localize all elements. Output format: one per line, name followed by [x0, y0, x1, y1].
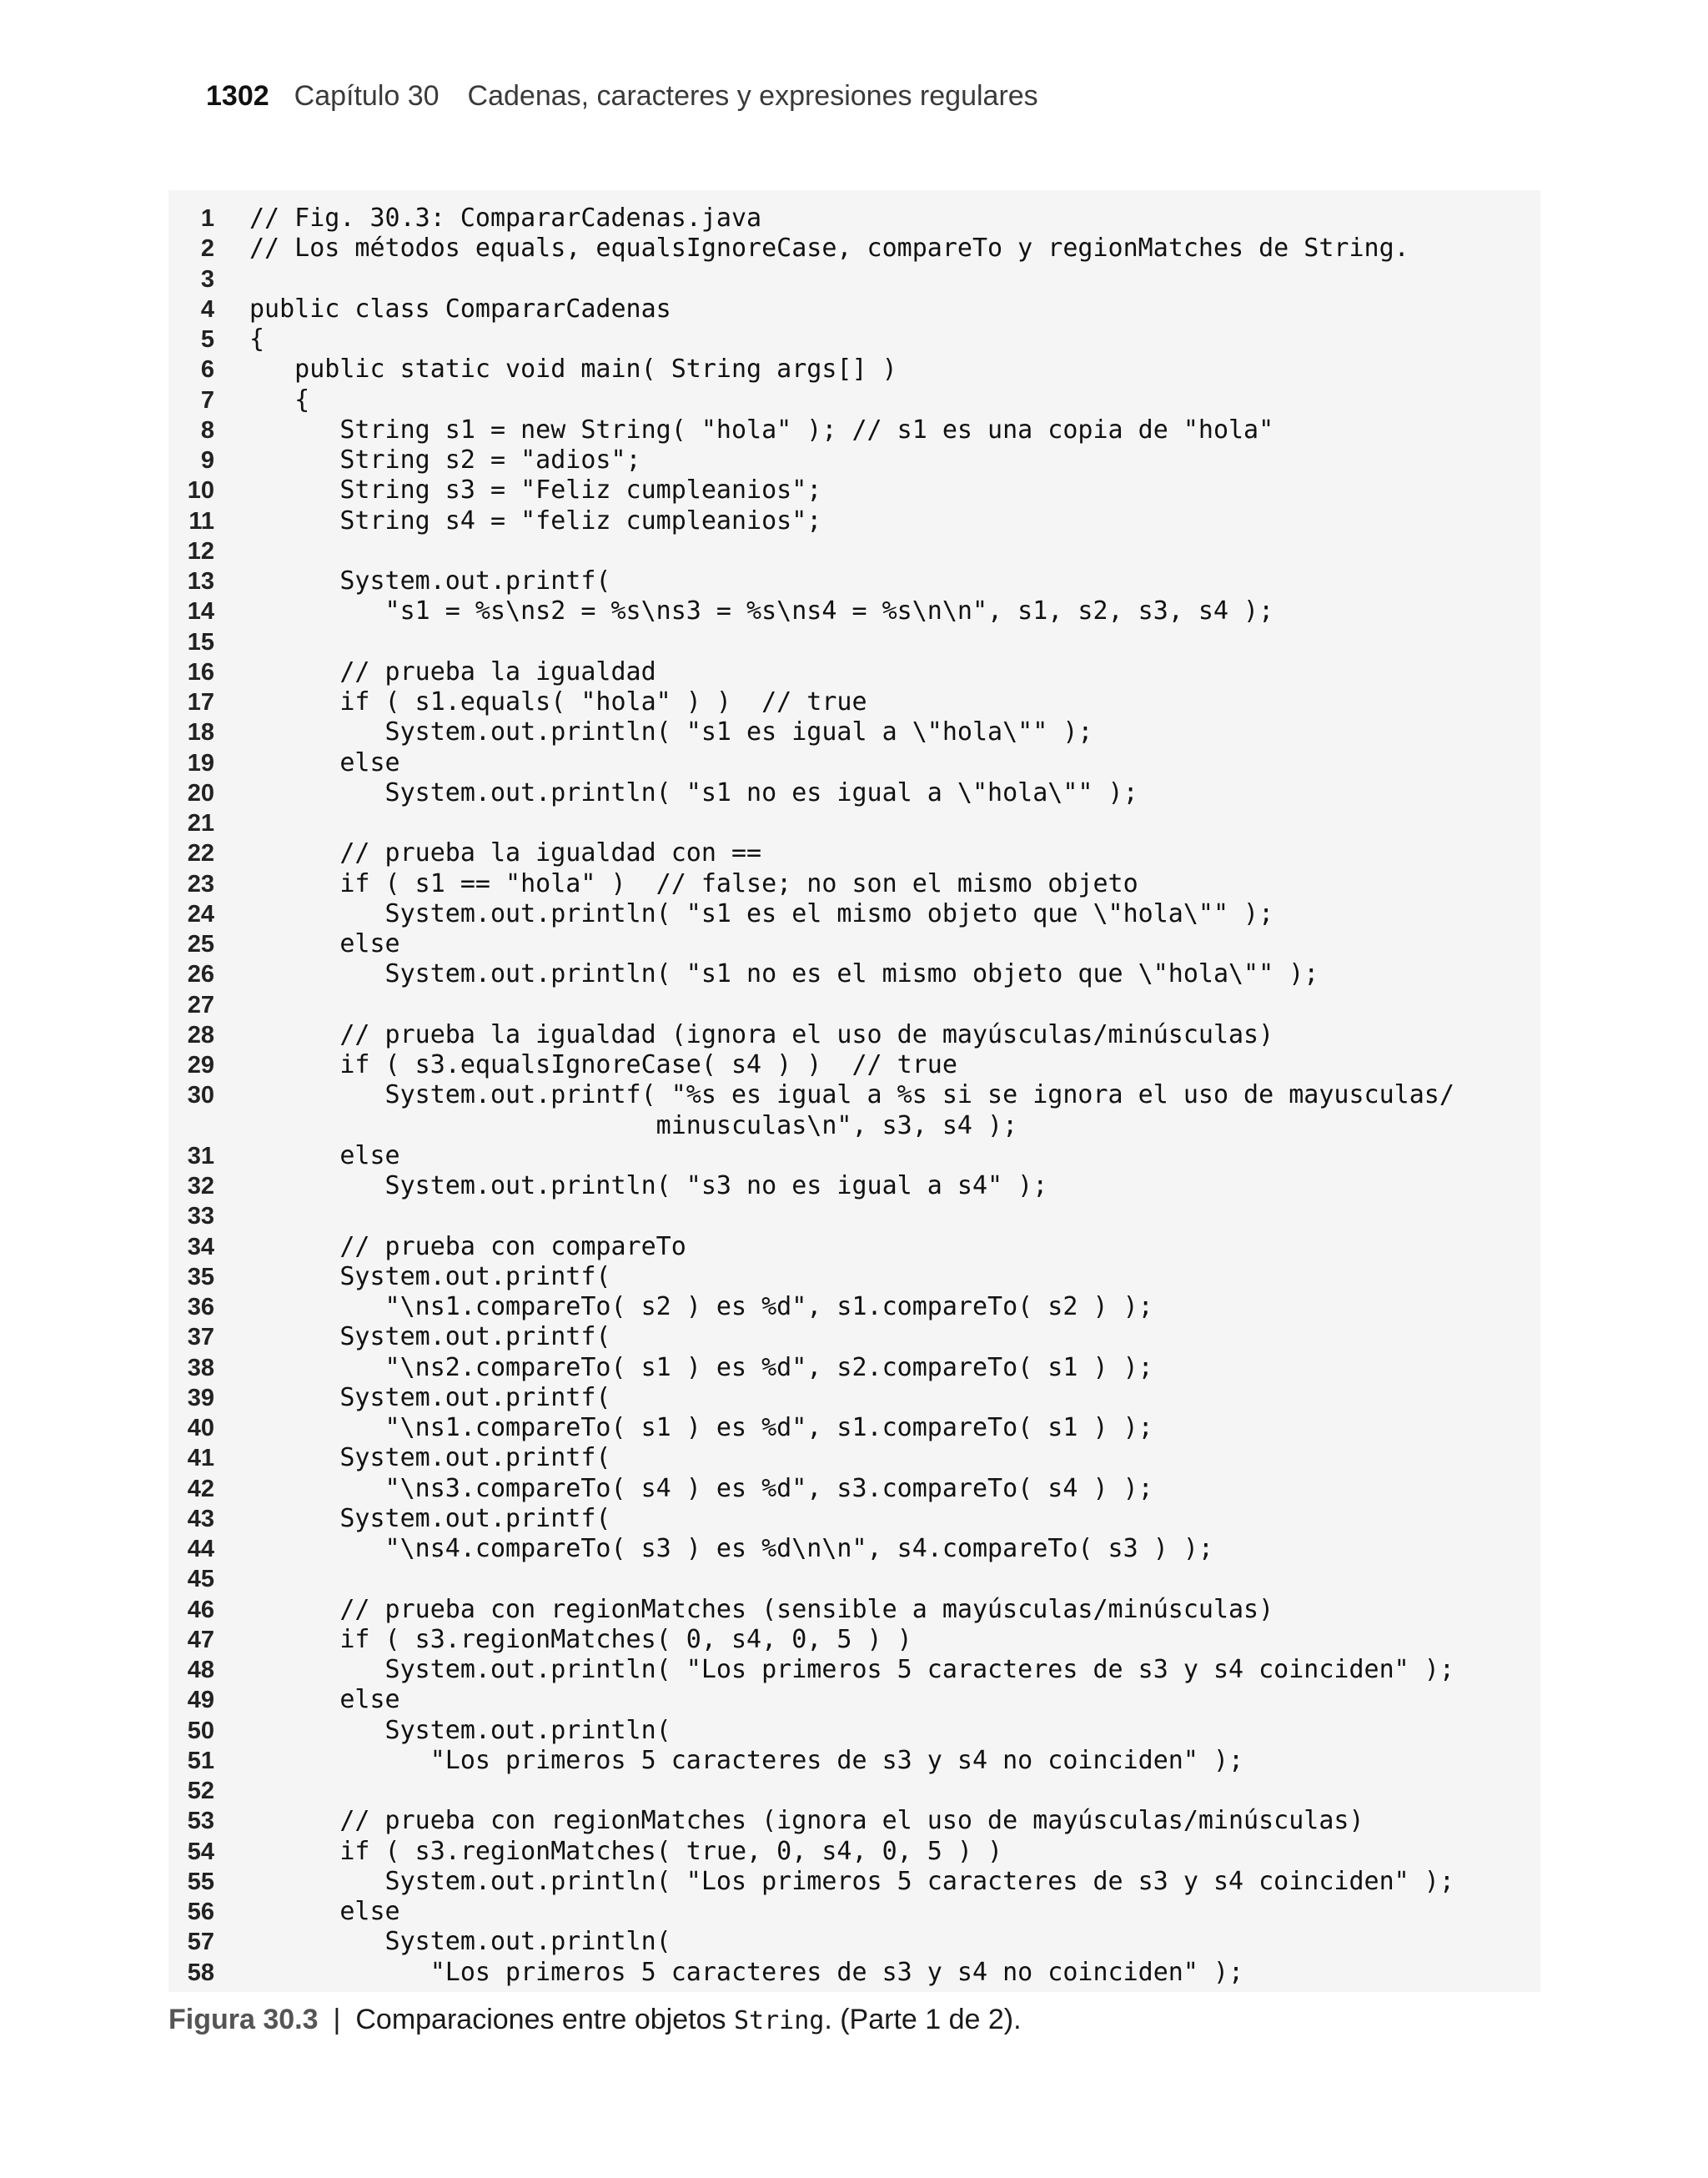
line-code: // prueba con regionMatches (sensible a mayúsculas/minúsculas)	[249, 1594, 1274, 1624]
line-code: if ( s3.equalsIgnoreCase( s4 ) ) // true	[249, 1050, 957, 1079]
line-code: "\ns4.compareTo( s3 ) es %d\n\n", s4.compareTo( s3 ) );	[249, 1534, 1213, 1563]
code-line	[168, 1474, 1540, 1504]
code-line	[168, 1685, 1540, 1715]
line-code: "\ns1.compareTo( s1 ) es %d", s1.compareTo( s1 ) );	[249, 1413, 1153, 1442]
line-number: 57	[187, 1929, 214, 1956]
line-number: 30	[187, 1082, 214, 1109]
code-line	[168, 748, 1540, 778]
code-line	[168, 1716, 1540, 1746]
code-line	[168, 536, 1540, 566]
line-code: // prueba con compareTo	[249, 1231, 686, 1261]
line-code: // prueba la igualdad (ignora el uso de mayúsculas/minúsculas)	[249, 1019, 1274, 1049]
line-code: // Los métodos equals, equalsIgnoreCase, compareTo y regionMatches de String.	[249, 234, 1409, 264]
line-code: System.out.printf(	[249, 1261, 611, 1291]
line-number: 7	[200, 386, 214, 414]
code-line	[168, 1413, 1540, 1443]
line-number: 25	[187, 931, 214, 958]
line-number: 1	[200, 205, 214, 232]
line-number: 35	[187, 1263, 214, 1290]
line-code: if ( s1.equals( "hola" ) ) // true	[249, 687, 867, 717]
line-number: 32	[187, 1173, 214, 1200]
line-number: 53	[187, 1808, 214, 1835]
code-line	[168, 324, 1540, 355]
chapter-label: Capítulo 30	[294, 80, 440, 112]
figure-caption	[168, 2004, 1022, 2036]
code-line	[168, 1867, 1540, 1897]
line-code: "\ns2.compareTo( s1 ) es %d", s2.compareTo( s1 ) );	[249, 1352, 1153, 1382]
line-number: 14	[187, 598, 214, 626]
figure-label: Figura 30.3	[168, 2004, 319, 2035]
line-number: 33	[187, 1203, 214, 1230]
line-number: 12	[187, 537, 214, 565]
line-number: 13	[187, 568, 214, 595]
code-line	[168, 1564, 1540, 1594]
line-code: System.out.println(	[249, 1927, 671, 1957]
line-number: 17	[187, 689, 214, 716]
line-code: String s2 = "adios";	[249, 445, 641, 475]
code-line	[168, 1776, 1540, 1806]
line-code: System.out.printf(	[249, 566, 611, 596]
line-number: 36	[187, 1294, 214, 1320]
line-number: 11	[188, 507, 214, 535]
code-line	[168, 627, 1540, 657]
code-line	[168, 1141, 1540, 1171]
line-code: System.out.println( "s1 es el mismo objeto que \"hola\"" );	[249, 898, 1274, 928]
line-code: System.out.println(	[249, 1715, 671, 1745]
code-line	[168, 1806, 1540, 1836]
line-code: else	[249, 1897, 400, 1926]
line-number: 21	[187, 810, 214, 837]
code-line	[168, 1504, 1540, 1534]
line-code: System.out.println( "Los primeros 5 caracteres de s3 y s4 coinciden" );	[249, 1866, 1454, 1896]
code-line	[168, 1232, 1540, 1262]
line-code: public static void main( String args[] )	[249, 355, 897, 385]
code-line	[168, 1534, 1540, 1564]
line-code: else	[249, 747, 400, 777]
line-number: 56	[187, 1899, 214, 1925]
code-line	[168, 234, 1540, 264]
line-number: 37	[187, 1324, 214, 1351]
line-code: "Los primeros 5 caracteres de s3 y s4 no coinciden" );	[249, 1745, 1244, 1775]
line-number: 50	[187, 1717, 214, 1744]
page-header	[206, 80, 1038, 113]
code-line	[168, 1443, 1540, 1473]
code-line	[168, 596, 1540, 626]
code-line	[168, 990, 1540, 1020]
code-line	[168, 1353, 1540, 1383]
code-line	[168, 1080, 1540, 1110]
line-number: 58	[187, 1959, 214, 1986]
line-number: 40	[187, 1415, 214, 1441]
code-line	[168, 1897, 1540, 1927]
code-line	[168, 1020, 1540, 1050]
line-number: 8	[200, 416, 214, 444]
line-code: "s1 = %s\ns2 = %s\ns3 = %s\ns4 = %s\n\n", s1, s2, s3, s4 );	[249, 596, 1274, 626]
code-line	[168, 1171, 1540, 1201]
line-number: 52	[187, 1778, 214, 1804]
line-code: String s3 = "Feliz cumpleanios";	[249, 475, 822, 506]
line-number: 18	[187, 719, 214, 747]
line-code: String s4 = "feliz cumpleanios";	[249, 506, 822, 536]
line-number: 15	[187, 628, 214, 656]
line-code: minusculas\n", s3, s4 );	[249, 1110, 1018, 1140]
line-number: 46	[187, 1596, 214, 1623]
line-number: 5	[200, 326, 214, 353]
line-number: 19	[187, 749, 214, 777]
caption-code-word: String	[733, 2006, 825, 2035]
line-code: // prueba la igualdad	[249, 656, 656, 687]
line-number: 6	[200, 356, 214, 384]
line-number: 38	[187, 1354, 214, 1381]
line-number: 44	[187, 1536, 214, 1562]
line-code: System.out.println( "s1 es igual a \"hola\"" );	[249, 717, 1093, 747]
line-code: System.out.println( "s1 no es el mismo objeto que \"hola\"" );	[249, 959, 1319, 989]
code-line	[168, 264, 1540, 294]
code-line	[168, 1655, 1540, 1685]
code-line	[168, 385, 1540, 415]
line-number: 31	[187, 1142, 214, 1169]
line-number: 47	[187, 1626, 214, 1653]
line-number: 26	[187, 961, 214, 988]
code-line	[168, 1927, 1540, 1957]
code-line	[168, 1383, 1540, 1413]
code-line	[168, 1050, 1540, 1080]
code-line	[168, 869, 1540, 899]
code-line	[168, 1625, 1540, 1655]
line-code: public class CompararCadenas	[249, 294, 671, 324]
line-code: String s1 = new String( "hola" ); // s1 es una copia de "hola"	[249, 415, 1274, 445]
code-line	[168, 778, 1540, 808]
line-code: {	[249, 324, 265, 354]
code-line	[168, 717, 1540, 747]
code-line	[168, 1292, 1540, 1322]
line-number: 24	[187, 900, 214, 928]
line-number: 51	[187, 1747, 214, 1774]
line-code: else	[249, 1140, 400, 1170]
line-code: else	[249, 929, 400, 958]
caption-text: Comparaciones entre objetos	[355, 2004, 734, 2035]
line-number: 54	[187, 1838, 214, 1865]
line-number: 3	[200, 265, 214, 293]
code-line	[168, 687, 1540, 717]
line-code: // prueba la igualdad con ==	[249, 838, 762, 868]
line-number: 42	[187, 1475, 214, 1502]
line-code: else	[249, 1685, 400, 1715]
line-number: 4	[200, 295, 214, 323]
line-number: 49	[187, 1687, 214, 1714]
line-number: 45	[187, 1566, 214, 1593]
line-code: System.out.println( "Los primeros 5 caracteres de s3 y s4 coinciden" );	[249, 1655, 1454, 1684]
line-code: if ( s3.regionMatches( 0, s4, 0, 5 ) )	[249, 1624, 912, 1654]
line-code: System.out.println( "s1 no es igual a \"hola\"" );	[249, 777, 1138, 807]
line-number: 28	[187, 1021, 214, 1049]
code-line	[168, 1837, 1540, 1867]
code-line	[168, 355, 1540, 385]
code-line	[168, 294, 1540, 324]
line-number: 39	[187, 1384, 214, 1411]
line-code: System.out.printf( "%s es igual a %s si se ignora el uso de mayusculas/	[249, 1080, 1454, 1110]
line-number: 29	[187, 1052, 214, 1079]
code-line	[168, 899, 1540, 929]
code-line	[168, 1262, 1540, 1292]
code-lines	[168, 204, 1540, 1988]
code-line	[168, 566, 1540, 596]
code-line	[168, 415, 1540, 445]
code-line	[168, 1958, 1540, 1988]
line-code: System.out.printf(	[249, 1443, 611, 1473]
code-line	[168, 1746, 1540, 1776]
code-line	[168, 808, 1540, 838]
line-number: 23	[187, 870, 214, 898]
line-code: if ( s3.regionMatches( true, 0, s4, 0, 5 ) )	[249, 1836, 1003, 1866]
line-number: 48	[187, 1657, 214, 1683]
line-number: 27	[187, 991, 214, 1019]
code-line	[168, 1595, 1540, 1625]
code-line	[168, 838, 1540, 868]
page-number: 1302	[206, 80, 269, 112]
code-line	[168, 1111, 1540, 1141]
line-number: 9	[200, 447, 214, 474]
line-code: System.out.printf(	[249, 1382, 611, 1412]
line-code: "\ns3.compareTo( s4 ) es %d", s3.compareTo( s4 ) );	[249, 1473, 1153, 1503]
code-line	[168, 1322, 1540, 1352]
code-line	[168, 1201, 1540, 1231]
line-code: "\ns1.compareTo( s2 ) es %d", s1.compareTo( s2 ) );	[249, 1292, 1153, 1321]
code-line	[168, 445, 1540, 475]
line-number: 16	[187, 658, 214, 686]
line-code: System.out.println( "s3 no es igual a s4" );	[249, 1171, 1048, 1200]
code-line	[168, 506, 1540, 536]
code-line	[168, 657, 1540, 687]
line-code: if ( s1 == "hola" ) // false; no son el mismo objeto	[249, 868, 1138, 898]
code-line	[168, 204, 1540, 234]
line-number: 34	[187, 1233, 214, 1260]
chapter-title: Cadenas, caracteres y expresiones regulares	[467, 80, 1038, 112]
code-line	[168, 475, 1540, 506]
code-line	[168, 929, 1540, 959]
line-code: // Fig. 30.3: CompararCadenas.java	[249, 204, 762, 233]
line-number: 22	[187, 840, 214, 868]
line-number: 43	[187, 1505, 214, 1532]
line-number: 55	[187, 1868, 214, 1895]
line-code: "Los primeros 5 caracteres de s3 y s4 no coinciden" );	[249, 1957, 1244, 1987]
line-number: 10	[187, 477, 214, 505]
line-code: {	[249, 385, 310, 415]
line-number: 20	[187, 779, 214, 807]
line-number: 2	[200, 235, 214, 263]
line-number: 41	[187, 1445, 214, 1472]
caption-text-end: . (Parte 1 de 2).	[824, 2004, 1022, 2035]
caption-separator: |	[333, 2004, 341, 2035]
line-code: // prueba con regionMatches (ignora el uso de mayúsculas/minúsculas)	[249, 1806, 1364, 1836]
line-code: System.out.printf(	[249, 1322, 611, 1352]
code-line	[168, 959, 1540, 989]
code-listing	[168, 190, 1540, 1992]
line-code: System.out.printf(	[249, 1503, 611, 1533]
